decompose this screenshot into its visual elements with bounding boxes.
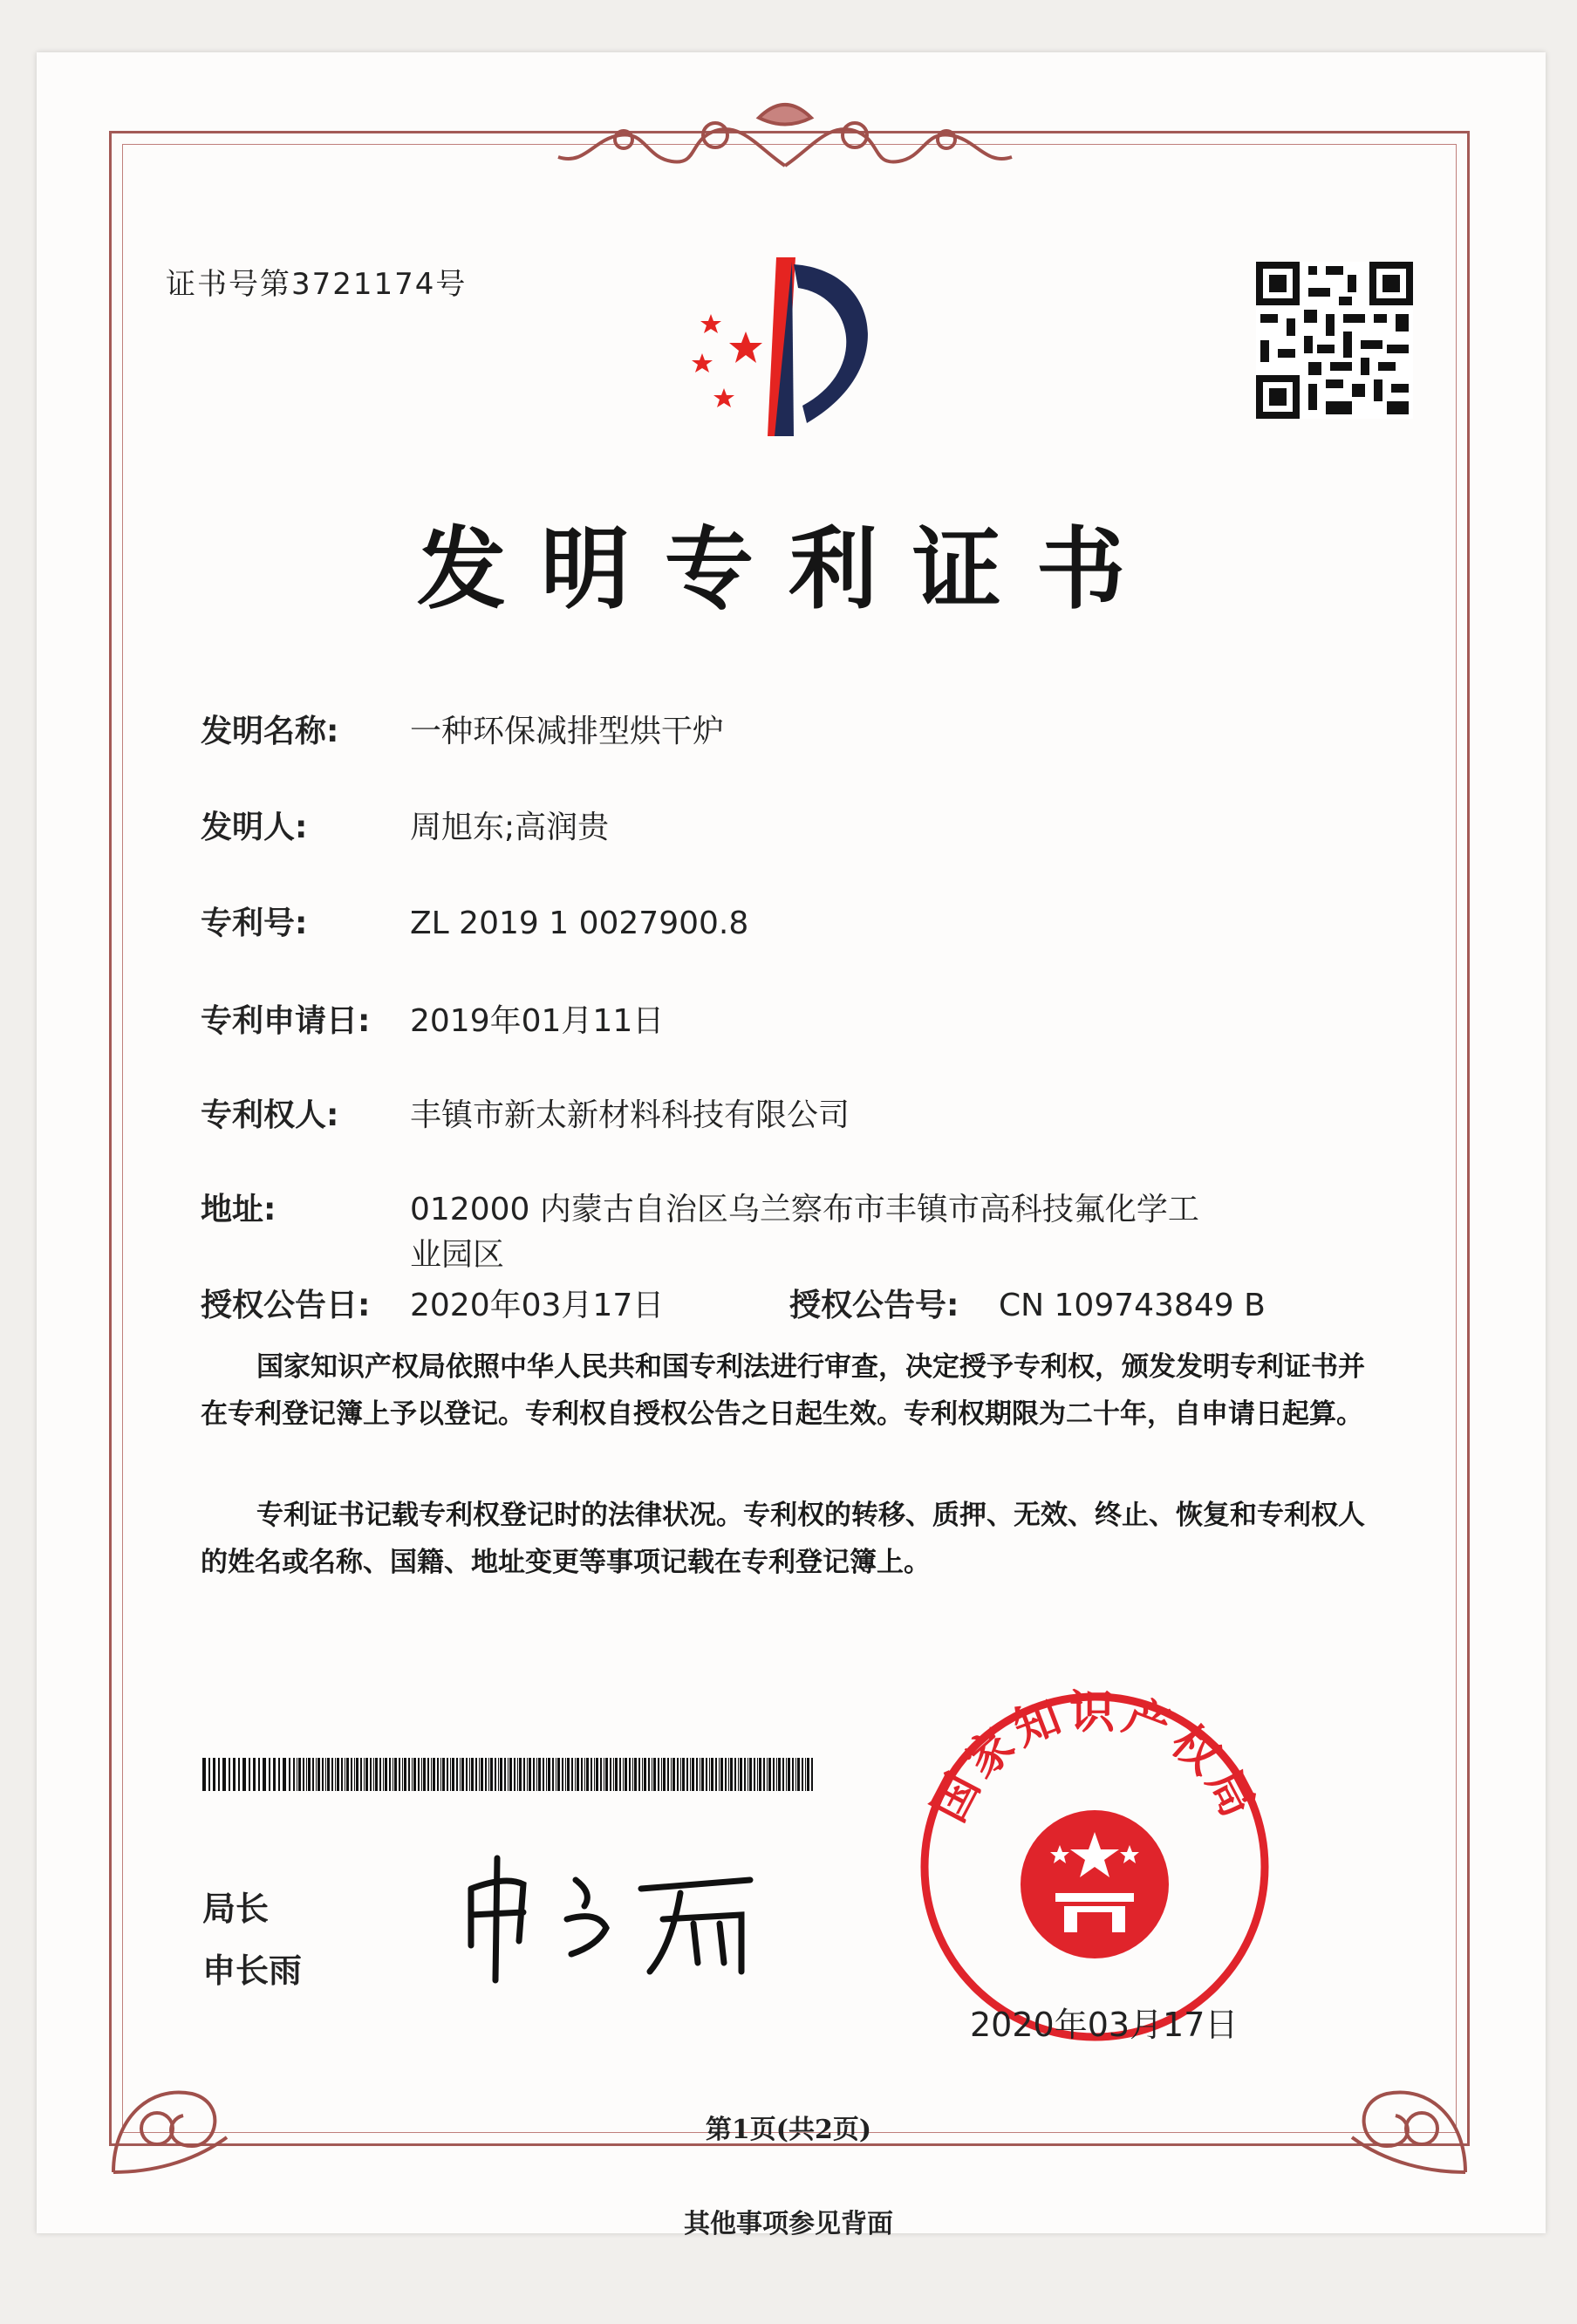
address-value-line1: 012000 内蒙古自治区乌兰察布市丰镇市高科技氟化学工	[410, 1192, 1199, 1227]
inventor-label: 发明人:	[201, 810, 308, 845]
patent-no-row	[201, 899, 748, 943]
invention-name-label: 发明名称:	[201, 714, 339, 749]
filing-date-row	[201, 996, 664, 1041]
certificate-number: 证书号第3721174号	[166, 267, 468, 302]
director-title: 局长	[202, 1890, 270, 1928]
patentee-label: 专利权人:	[201, 1097, 339, 1133]
patent-no-value: ZL 2019 1 0027900.8	[410, 906, 749, 941]
inventor-value: 周旭东;高润贵	[410, 810, 610, 845]
address-row-2	[410, 1230, 504, 1275]
grant-no-value: CN 109743849 B	[999, 1288, 1266, 1323]
barcode	[202, 1758, 813, 1791]
grant-date-row	[201, 1281, 664, 1325]
director-name: 申长雨	[202, 1951, 303, 1990]
svg-text:国家知识产权局	[923, 1686, 1266, 1830]
address-value-line2: 业园区	[410, 1237, 505, 1273]
seal-text: 国家知识产权局	[923, 1686, 1266, 1830]
patent-no-label: 专利号:	[201, 906, 308, 941]
patentee-value: 丰镇市新太新材料科技有限公司	[410, 1097, 850, 1133]
top-ornament	[541, 96, 1029, 183]
director-signature	[454, 1841, 820, 1989]
invention-name-row	[201, 707, 724, 751]
filing-date-label: 专利申请日:	[201, 1003, 371, 1039]
filing-date-value: 2019年01月11日	[410, 1003, 665, 1039]
grant-date-value: 2020年03月17日	[410, 1288, 665, 1323]
grant-no-row	[789, 1281, 1266, 1325]
address-label: 地址:	[201, 1192, 276, 1227]
address-row	[201, 1185, 1199, 1229]
inventor-row	[201, 803, 609, 847]
grant-date-label: 授权公告日:	[201, 1288, 371, 1323]
page-number: 第1页(共2页)	[705, 2115, 872, 2145]
invention-name-value: 一种环保减排型烘干炉	[410, 714, 725, 749]
cnipa-logo	[663, 249, 916, 449]
legal-paragraph-1: 国家知识产权局依照中华人民共和国专利法进行审查，决定授予专利权，颁发发明专利证书并在专利登记簿上予以登记。专利权自授权公告之日起生效。专利权期限为二十年，自申请日起算。	[201, 1351, 1365, 1430]
official-seal	[911, 1684, 1278, 2050]
qr-code	[1256, 262, 1413, 419]
grant-no-label: 授权公告号:	[789, 1288, 959, 1323]
certificate-title: 发明专利证书	[417, 517, 1160, 622]
back-note: 其他事项参见背面	[684, 2209, 893, 2239]
seal-date: 2020年03月17日	[970, 2006, 1239, 2044]
legal-paragraph-2: 专利证书记载专利权登记时的法律状况。专利权的转移、质押、无效、终止、恢复和专利权人的姓名或名称、国籍、地址变更等事项记载在专利登记簿上。	[201, 1500, 1365, 1578]
patentee-row	[201, 1090, 850, 1135]
